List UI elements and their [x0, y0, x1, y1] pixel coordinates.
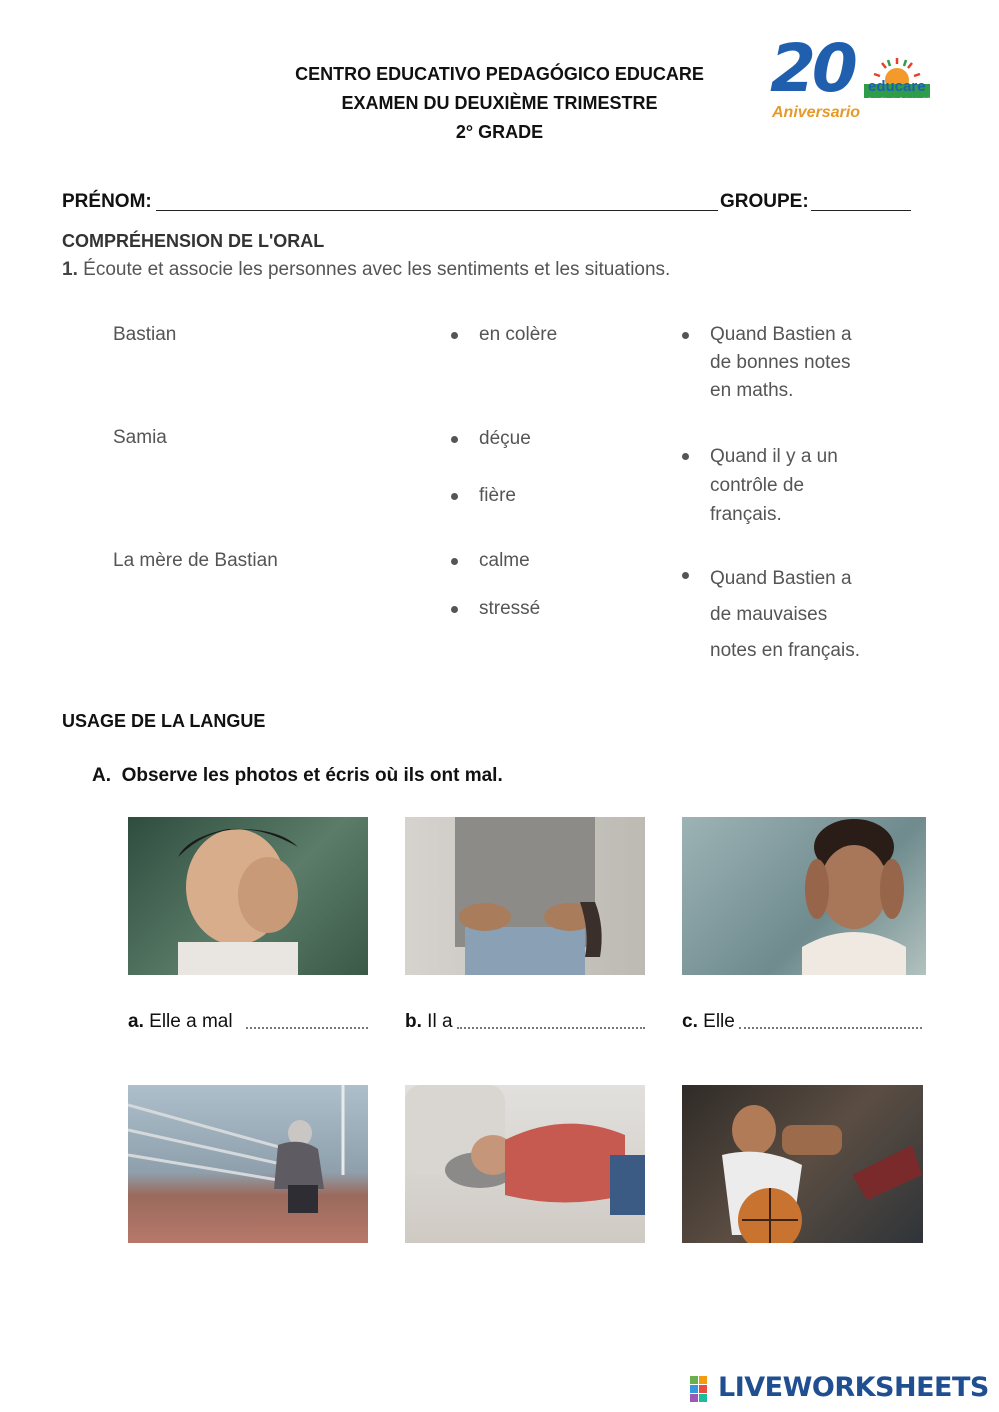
- feeling-bullet: [451, 558, 458, 565]
- situation-bullet: [682, 572, 689, 579]
- person-mere-de-bastian: La mère de Bastian: [113, 550, 278, 571]
- woman-headache-photo: [682, 817, 926, 975]
- situation-line: de mauvaises: [710, 604, 828, 625]
- man-back-pain-photo: [405, 817, 645, 975]
- situation-line: en maths.: [710, 380, 794, 401]
- group-label: GROUPE:: [720, 191, 809, 212]
- person-samia: Samia: [113, 427, 167, 448]
- woman-eye-pain-photo: [128, 817, 368, 975]
- feeling-bullet: [451, 332, 458, 339]
- situation-bullet: [682, 453, 689, 460]
- logo-brand-subtext: Centro Educativo Pedagógico, S.C.: [868, 96, 931, 101]
- caption-text: Il a: [427, 1011, 453, 1032]
- instruction-number: 1.: [62, 259, 78, 280]
- name-label: PRÉNOM:: [62, 191, 152, 212]
- person-bastian: Bastian: [113, 324, 177, 345]
- feeling-bullet: [451, 436, 458, 443]
- liveworksheets-text: LIVEWORKSHEETS: [718, 1372, 989, 1403]
- feeling-fiere[interactable]: fière: [479, 485, 516, 506]
- feeling-bullet: [451, 606, 458, 613]
- situation-mauvaises-notes[interactable]: [710, 561, 860, 669]
- situation-line: français.: [710, 504, 782, 525]
- answer-field-a[interactable]: [246, 1027, 368, 1029]
- caption-c: [682, 1011, 735, 1033]
- usage-instruction: [92, 765, 503, 787]
- feeling-decue[interactable]: déçue: [479, 428, 531, 449]
- liveworksheets-logo-icon: [690, 1376, 716, 1402]
- caption-letter: c.: [682, 1011, 698, 1032]
- answer-field-c[interactable]: [739, 1027, 922, 1029]
- man-knee-pain-photo: [682, 1085, 923, 1243]
- name-input-line[interactable]: [156, 210, 718, 211]
- comprehension-title: COMPRÉHENSION DE L'ORAL: [62, 231, 325, 251]
- caption-letter: b.: [405, 1011, 422, 1032]
- feeling-en-colere[interactable]: en colère: [479, 324, 558, 345]
- usage-instruction-letter: A.: [92, 765, 111, 786]
- situation-line: contrôle de: [710, 475, 805, 496]
- usage-title: USAGE DE LA LANGUE: [62, 711, 266, 731]
- situation-controle[interactable]: [710, 442, 838, 529]
- caption-text: Elle: [703, 1011, 735, 1032]
- answer-field-b[interactable]: [457, 1027, 645, 1029]
- caption-a: [128, 1011, 233, 1033]
- woman-ankle-pain-photo: [128, 1085, 368, 1243]
- man-stomach-pain-photo: [405, 1085, 645, 1243]
- grade-label: 2° GRADE: [455, 122, 544, 142]
- situation-line: notes en français.: [710, 640, 860, 661]
- logo-anniversary-text: Aniversario: [772, 104, 861, 121]
- situation-line: Quand Bastien a: [710, 568, 852, 589]
- exam-title: EXAMEN DU DEUXIÈME TRIMESTRE: [341, 93, 658, 113]
- situation-line: de bonnes notes: [710, 352, 851, 373]
- situation-line: Quand il y a un: [710, 446, 838, 467]
- comprehension-instruction: [62, 259, 670, 281]
- group-input-line[interactable]: [811, 210, 911, 211]
- feeling-bullet: [451, 493, 458, 500]
- feeling-stresse[interactable]: stressé: [479, 598, 541, 619]
- situation-bonnes-notes[interactable]: [710, 321, 852, 405]
- caption-b: [405, 1011, 453, 1033]
- situation-bullet: [682, 332, 689, 339]
- logo-number: 20: [770, 30, 854, 107]
- caption-letter: a.: [128, 1011, 144, 1032]
- feeling-calme[interactable]: calme: [479, 550, 530, 571]
- instruction-text: Écoute et associe les personnes avec les sentiments et les situations.: [83, 259, 671, 280]
- logo-brand-text: educare: [868, 78, 926, 95]
- anniversary-logo: [768, 30, 938, 126]
- school-name: CENTRO EDUCATIVO PEDAGÓGICO EDUCARE: [295, 64, 704, 84]
- caption-text: Elle a mal: [149, 1011, 233, 1032]
- usage-instruction-text: Observe les photos et écris où ils ont mal.: [121, 765, 503, 786]
- situation-line: Quand Bastien a: [710, 324, 852, 345]
